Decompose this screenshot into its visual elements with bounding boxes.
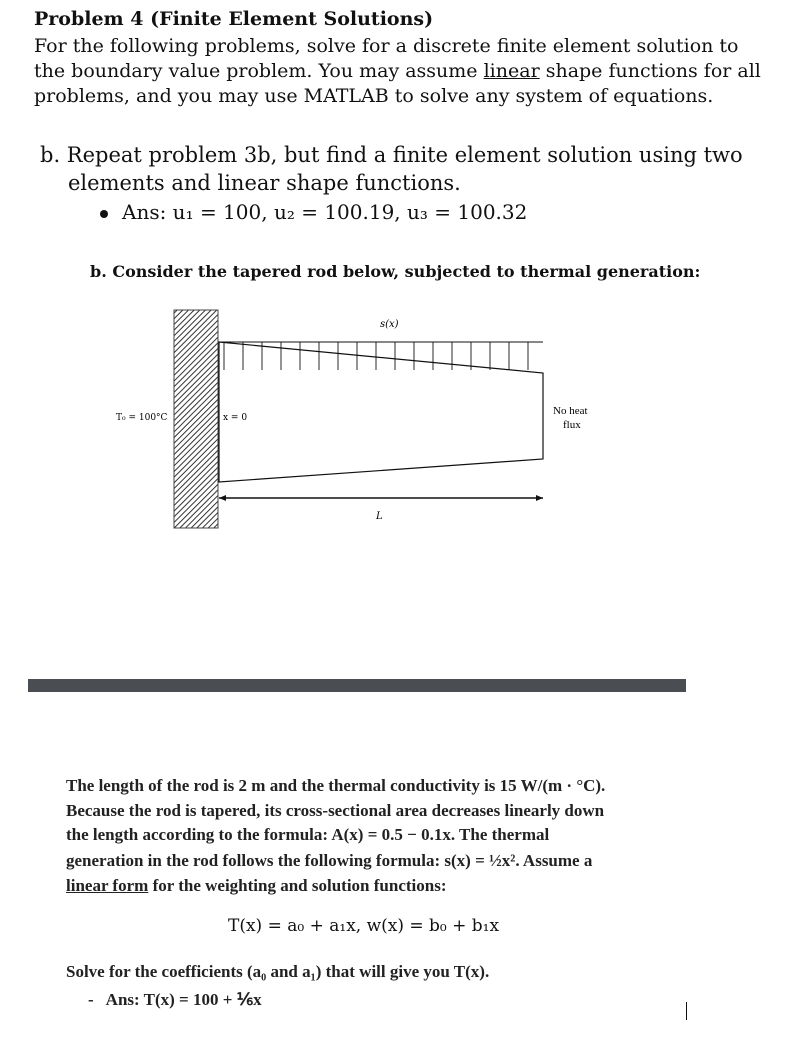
tapered-rod [219,342,543,482]
wall-hatch [174,310,218,528]
problem-title: Problem 4 (Finite Element Solutions) [34,8,434,30]
problem-intro-line-3: problems, and you may use MATLAB to solve any system of equations. [34,85,714,107]
temp-label: T₀ = 100°C [116,413,168,423]
desc-line-4: generation in the rod follows the following formula: s(x) = ½x². Assume a [66,851,593,870]
part-b-line-2: elements and linear shape functions. [68,171,461,195]
origin-label: x = 0 [223,413,248,423]
dash-bullet: - [88,990,94,1009]
problem-intro-line-1: For the following problems, solve for a discrete finite element solution to [34,35,739,57]
end-label-1: No heat [553,405,588,417]
length-label: L [376,511,383,522]
part-b-line-1: b. Repeat problem 3b, but find a finite element solution using two [40,143,743,167]
desc-line-1: The length of the rod is 2 m and the thermal conductivity is 15 W/(m · °C). [66,776,606,795]
source-label: s(x) [380,319,399,330]
desc-line-2: Because the rod is tapered, its cross-sectional area decreases linearly down [66,801,605,820]
intro-text-b: shape functions for all [545,60,761,82]
desc-line-5-rest: for the weighting and solution functions: [152,876,447,895]
text-cursor [686,1002,687,1020]
part-b-answer-text: Ans: u₁ = 100, u₂ = 100.19, u₃ = 100.32 [122,200,528,224]
solution-equation: T(x) = a₀ + a₁x, w(x) = b₀ + b₁x [228,916,500,936]
solve-line: Solve for the coefficients (a₀ and a₁) that will give you T(x). [66,962,490,981]
intro-text-a: the boundary value problem. You may assume [34,60,478,82]
end-label-2: flux [563,419,581,431]
intro-linear-underlined: linear [483,60,540,82]
arrow-right-icon [536,495,543,501]
final-answer [88,988,262,1013]
section-divider [28,679,686,692]
desc-line-5 [66,874,447,899]
linear-form-underlined: linear form [66,876,149,895]
final-answer-text: Ans: T(x) = 100 + ⅙x [105,990,262,1009]
arrow-left-icon [219,495,226,501]
desc-line-3: the length according to the formula: A(x) = 0.5 − 0.1x. The thermal [66,825,550,844]
figure-heading: b. Consider the tapered rod below, subjected to thermal generation: [90,262,701,281]
